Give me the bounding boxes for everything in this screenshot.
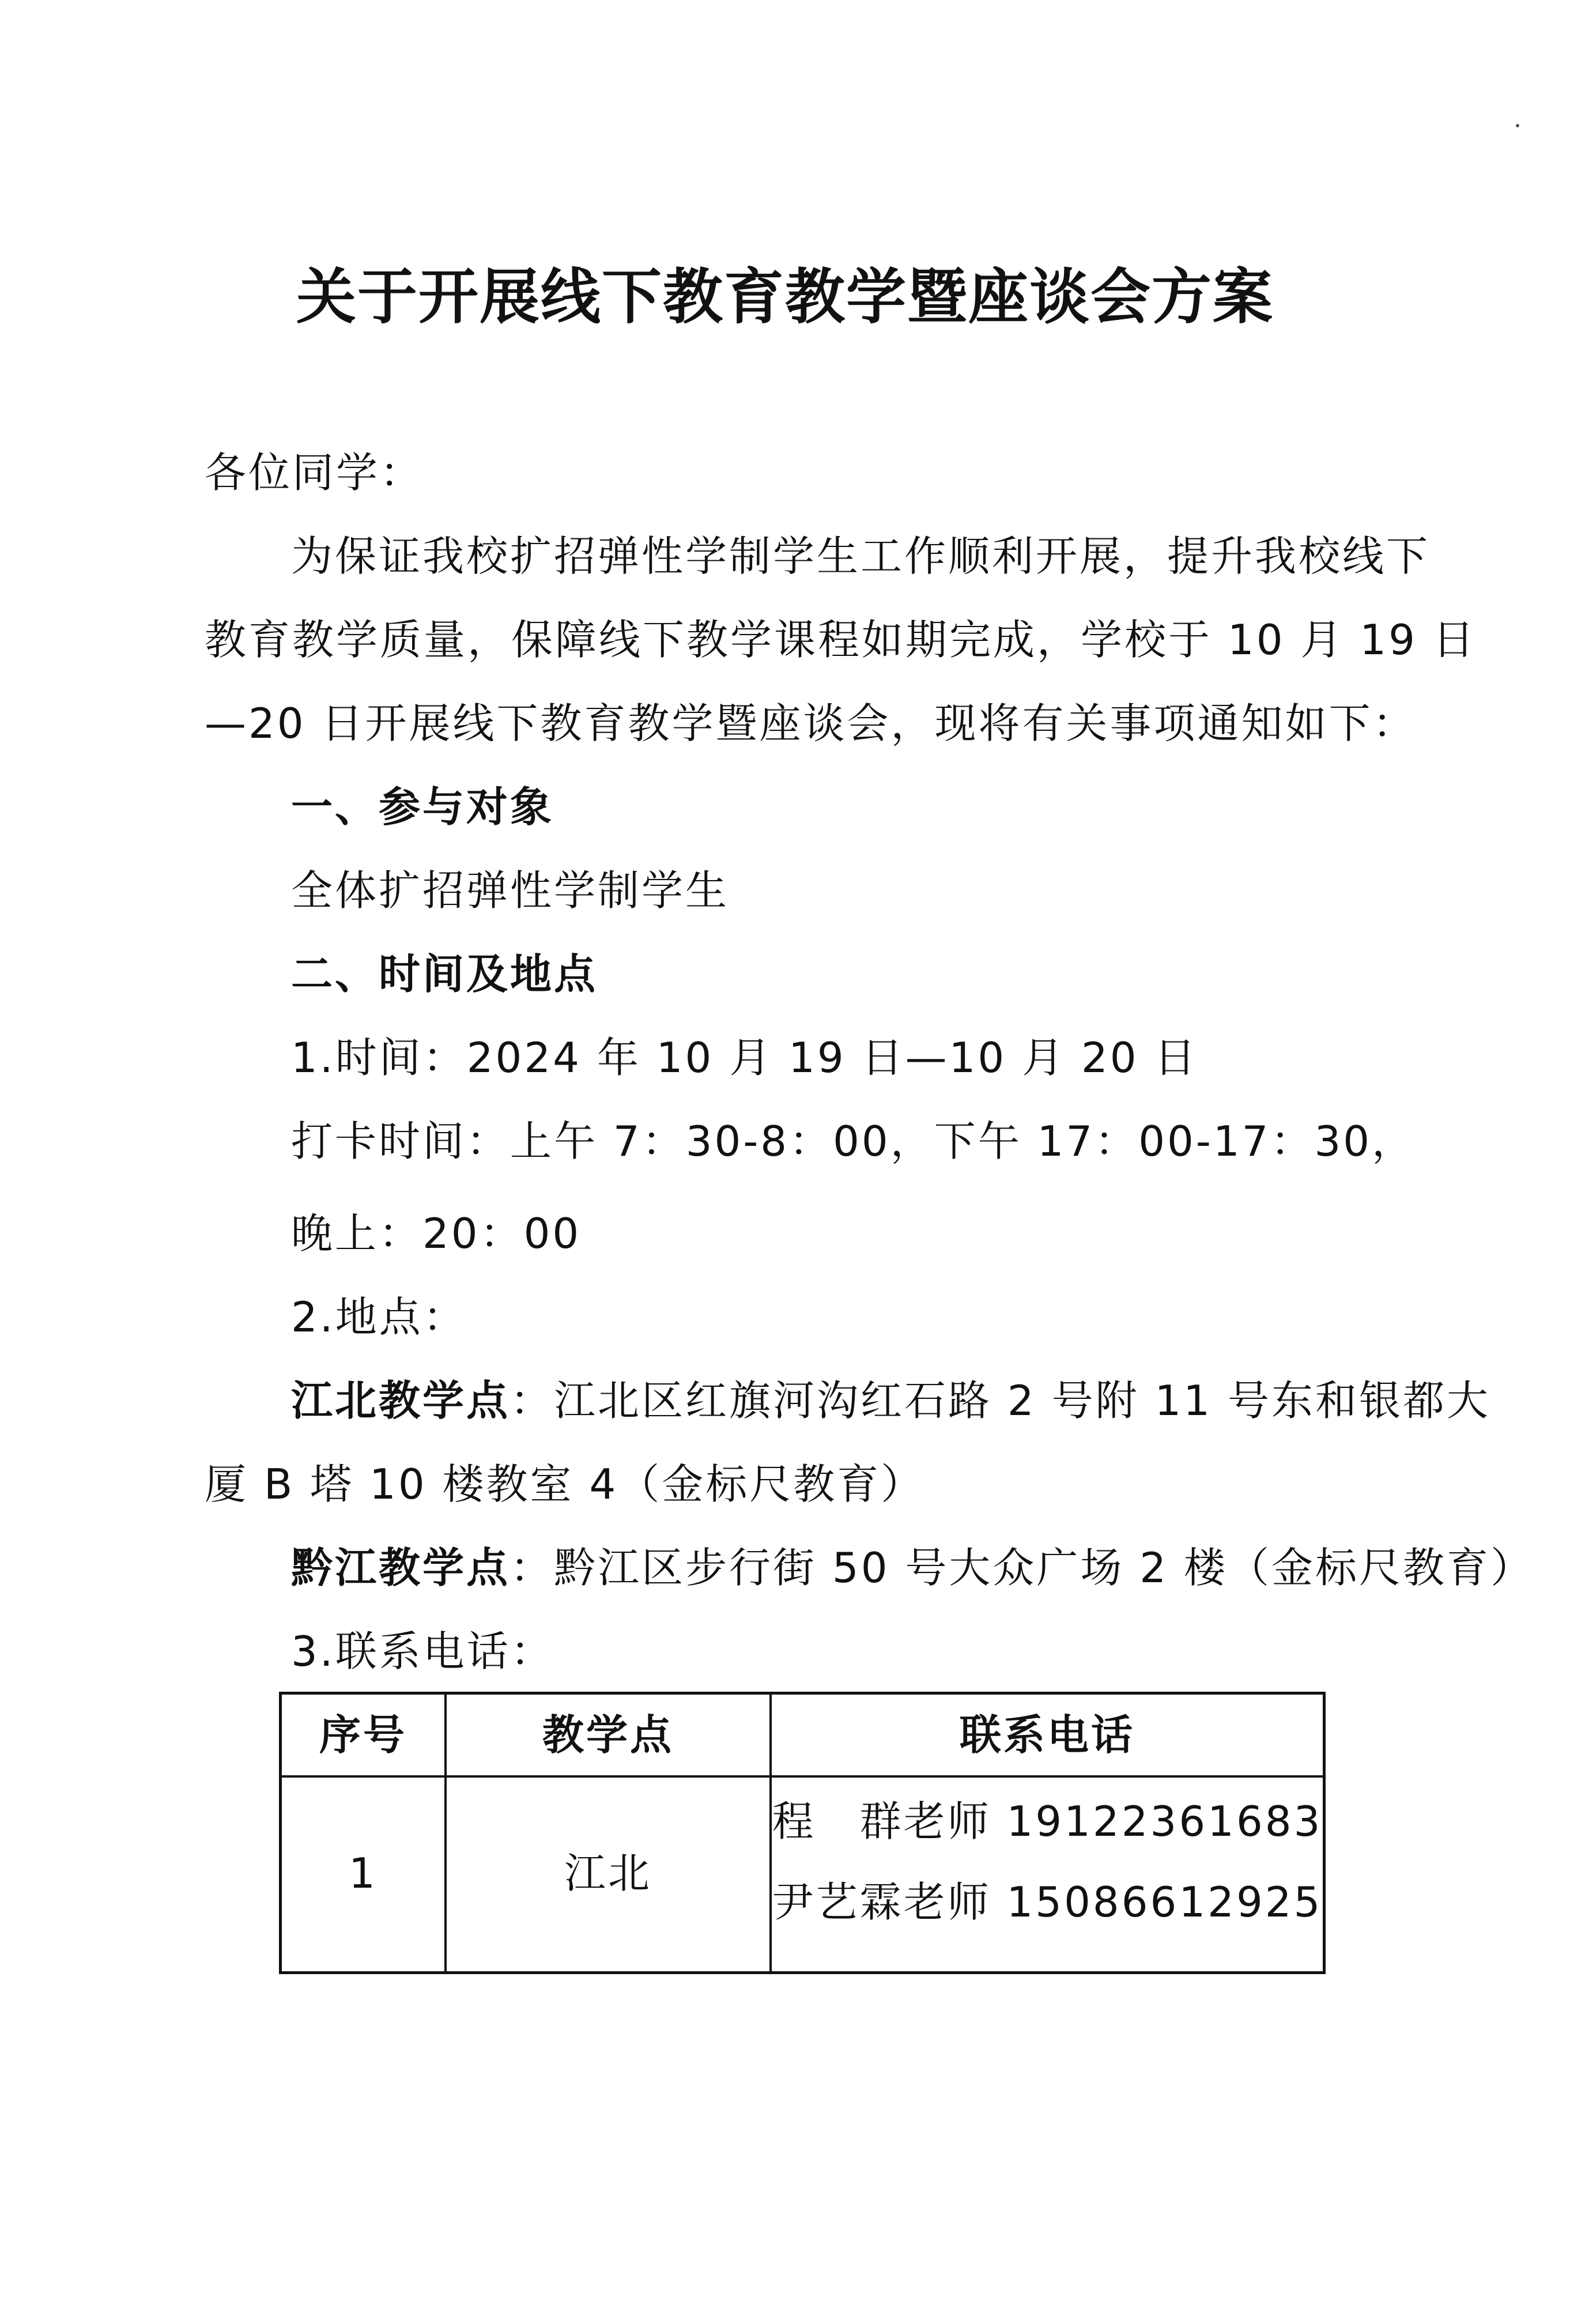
table-header-divider [282, 1775, 1323, 1778]
jiangbei-label: 江北教学点 [291, 1376, 511, 1425]
phone-label: 3.联系电话： [291, 1627, 554, 1676]
contact-table [279, 1692, 1326, 1974]
scan-speck [1516, 124, 1519, 127]
jiangbei-address-text: ：江北区红旗河沟红石路 2 号附 11 号东和银都大 [510, 1376, 1490, 1425]
checkin-line-2: 晚上：20：00 [291, 1209, 582, 1258]
table-row-contact-1: 程 群老师 19122361683 [772, 1797, 1323, 1846]
table-row-site: 江北 [564, 1849, 652, 1897]
table-row-index: 1 [349, 1849, 378, 1897]
document-title: 关于开展线下教育教学暨座谈会方案 [296, 261, 1274, 332]
table-row-contact-2: 尹艺霖老师 15086612925 [772, 1878, 1323, 1926]
table-header-index: 序号 [319, 1711, 407, 1759]
section1-heading: 一、参与对象 [291, 783, 554, 831]
jiangbei-address-line-2: 厦 B 塔 10 楼教室 4（金标尺教育） [205, 1460, 925, 1508]
intro-line-3: —20 日开展线下教育教学暨座谈会，现将有关事项通知如下： [205, 699, 1417, 748]
section1-content: 全体扩招弹性学制学生 [291, 866, 730, 915]
jiangbei-address-line-1 [291, 1372, 1490, 1429]
table-header-phone: 联系电话 [959, 1711, 1135, 1759]
checkin-line-1: 打卡时间：上午 7：30-8：00，下午 17：00-17：30， [291, 1117, 1416, 1165]
place-label: 2.地点： [291, 1293, 467, 1341]
intro-line-2: 教育教学质量，保障线下教学课程如期完成，学校于 10 月 19 日 [205, 616, 1477, 664]
qianjiang-address-text: ：黔江区步行街 50 号大众广场 2 楼（金标尺教育） [510, 1544, 1534, 1592]
salutation: 各位同学： [205, 448, 424, 497]
time-line: 1.时间：2024 年 10 月 19 日—10 月 20 日 [291, 1033, 1198, 1082]
intro-line-1: 为保证我校扩招弹性学制学生工作顺利开展，提升我校线下 [291, 532, 1431, 580]
qianjiang-label: 黔江教学点 [291, 1544, 511, 1592]
qianjiang-address-line [291, 1539, 1534, 1597]
section2-heading: 二、时间及地点 [291, 950, 598, 998]
table-header-site: 教学点 [542, 1711, 674, 1759]
